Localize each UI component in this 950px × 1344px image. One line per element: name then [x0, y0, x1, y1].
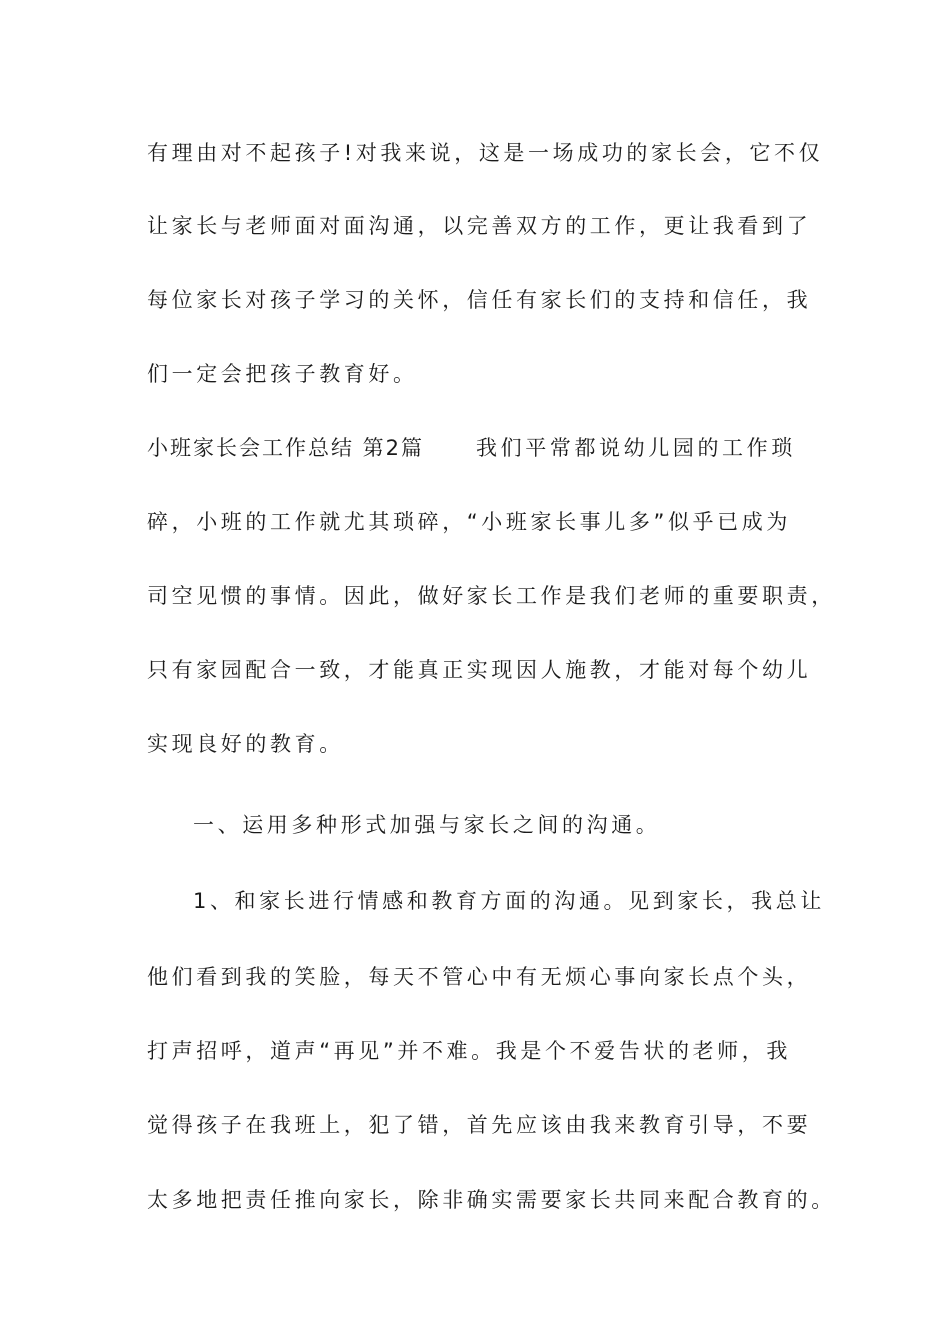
text-line-13: 太多地把责任推向家长，除非确实需要家长共同来配合教育的。 [147, 1188, 836, 1212]
text-line-2: 让家长与老师面对面沟通，以完善双方的工作，更让我看到了 [147, 214, 812, 238]
text-line-9: 1、和家长进行情感和教育方面的沟通。见到家长，我总让 [193, 889, 825, 913]
text-line-7: 只有家园配合一致，才能真正实现因人施教，才能对每个幼儿 [147, 658, 812, 682]
text-line-6: 司空见惯的事情。因此，做好家长工作是我们老师的重要职责， [147, 584, 836, 608]
text-line-4: 们一定会把孩子教育好。 [147, 362, 418, 386]
section-first-text: 我们平常都说幼儿园的工作琐 [476, 436, 796, 460]
text-line-1: 有理由对不起孩子!对我来说，这是一场成功的家长会，它不仅 [147, 141, 824, 165]
text-line-5: 碎，小班的工作就尤其琐碎，“小班家长事儿多”似乎已成为 [147, 510, 791, 534]
subsection-heading: 一、运用多种形式加强与家长之间的沟通。 [193, 813, 661, 837]
text-line-12: 觉得孩子在我班上，犯了错，首先应该由我来教育引导，不要 [147, 1113, 812, 1137]
text-line-10: 他们看到我的笑脸，每天不管心中有无烦心事向家长点个头， [147, 965, 812, 989]
text-line-11: 打声招呼，道声“再见”并不难。我是个不爱告状的老师，我 [147, 1039, 791, 1063]
text-line-8: 实现良好的教育。 [147, 732, 344, 756]
section-heading: 小班家长会工作总结 第2篇 [147, 436, 425, 460]
text-line-3: 每位家长对孩子学习的关怀，信任有家长们的支持和信任，我 [147, 288, 812, 312]
section-heading-line [147, 428, 837, 468]
